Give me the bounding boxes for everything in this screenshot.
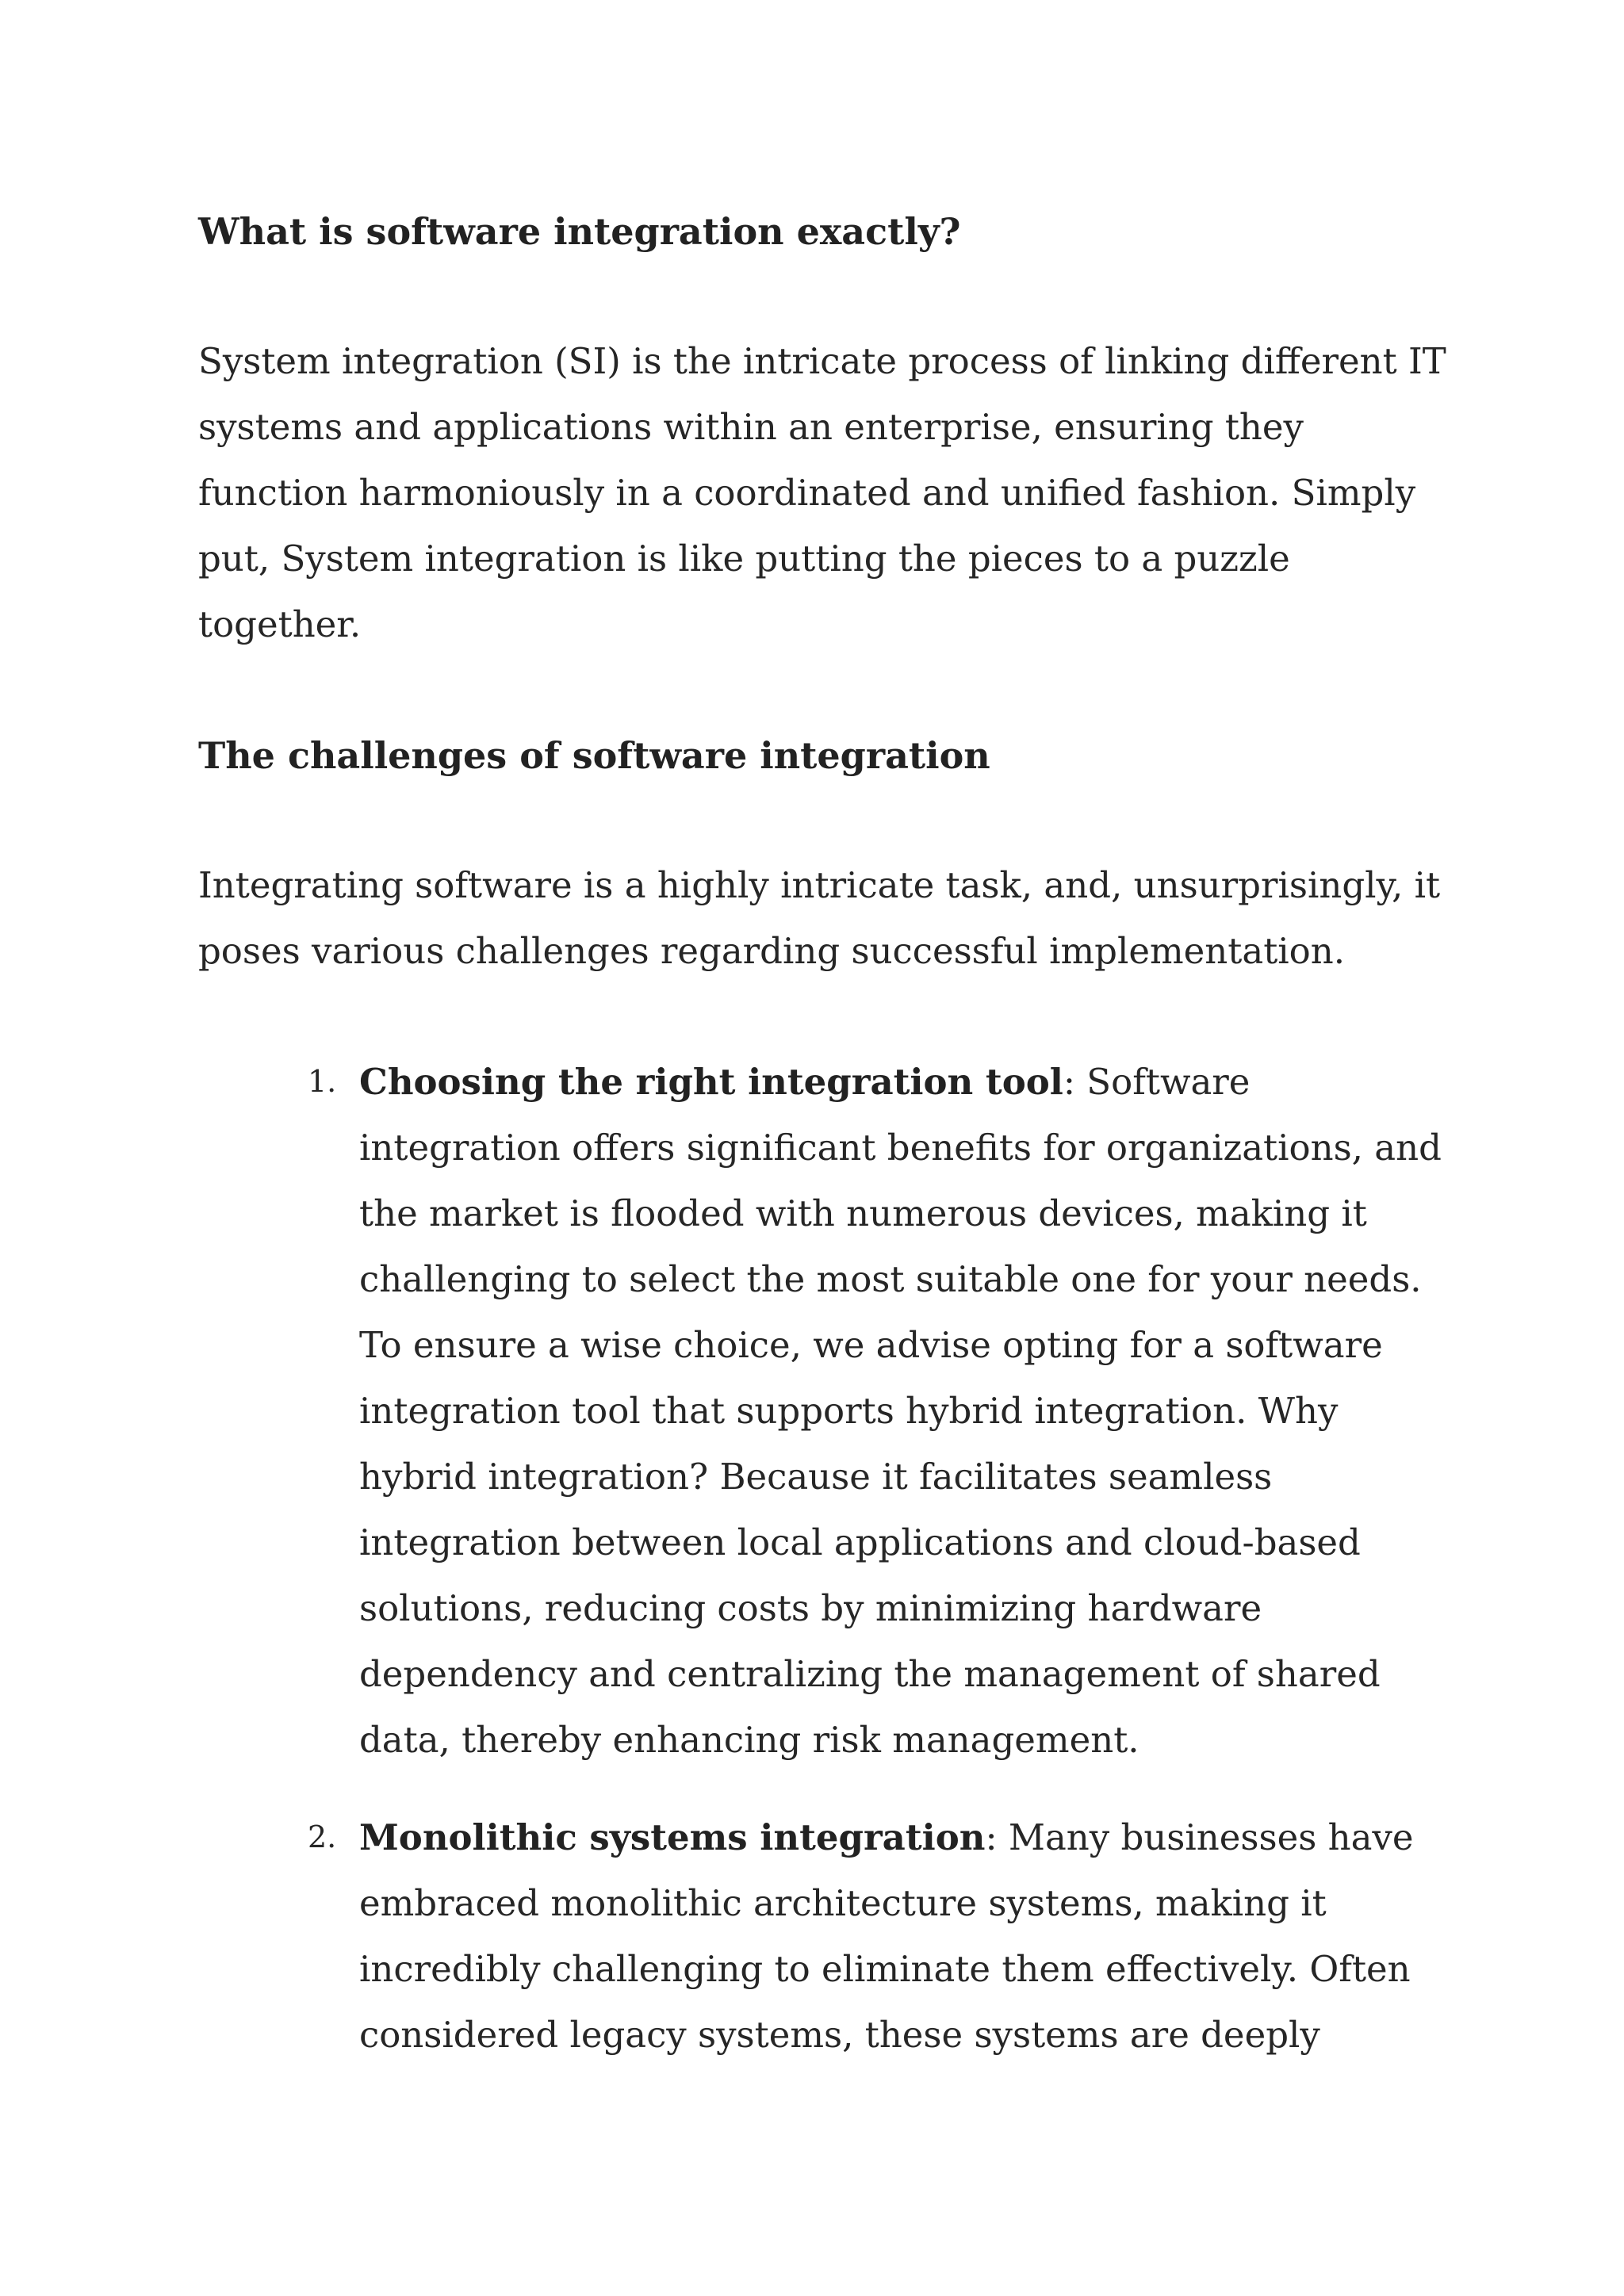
paragraph-challenges-intro: Integrating software is a highly intricate task, and, unsurprisingly, it poses various challenges regarding successful implementation. xyxy=(198,864,1441,972)
list-item-number: 1. xyxy=(308,1064,337,1099)
section-heading-what-is-integration: What is software integration exactly? xyxy=(198,210,961,253)
list-item xyxy=(198,1804,1459,2068)
challenges-list xyxy=(198,1049,1459,2068)
list-item-body: : Software integration offers significant benefits for organizations, and the market is flooded with numerous devices, making it challenging to select the most suitable one for your needs. To ensure a wise choice, we advise opting for a software integration tool that supports hybrid integration. Why hybrid integration? Because it facilitates seamless integration between local applications and cloud-based solutions, reducing costs by minimizing hardware dependency and centralizing the management of shared data, thereby enhancing risk management. xyxy=(359,1061,1442,1761)
list-item-body: : Many businesses have embraced monolithic architecture systems, making it incredibly challenging to eliminate them effectively. Often considered legacy systems, these systems are deeply xyxy=(359,1816,1414,2056)
spacer xyxy=(198,657,1459,722)
section-heading-challenges: The challenges of software integration xyxy=(198,734,990,777)
spacer xyxy=(198,265,1459,328)
list-item-number: 2. xyxy=(308,1820,337,1854)
spacer xyxy=(198,984,1459,1049)
list-item-title: Choosing the right integration tool xyxy=(359,1061,1063,1103)
paragraph-si-definition: System integration (SI) is the intricate process of linking different IT systems and applications within an enterprise, ensuring they function harmoniously in a coordinated and unified fashion. Simply put, System integration is like putting the pieces to a puzzle together. xyxy=(198,340,1446,645)
spacer xyxy=(198,789,1459,852)
list-item xyxy=(198,1049,1459,1773)
list-item-title: Monolithic systems integration xyxy=(359,1816,986,1858)
document-page xyxy=(198,198,1459,2099)
